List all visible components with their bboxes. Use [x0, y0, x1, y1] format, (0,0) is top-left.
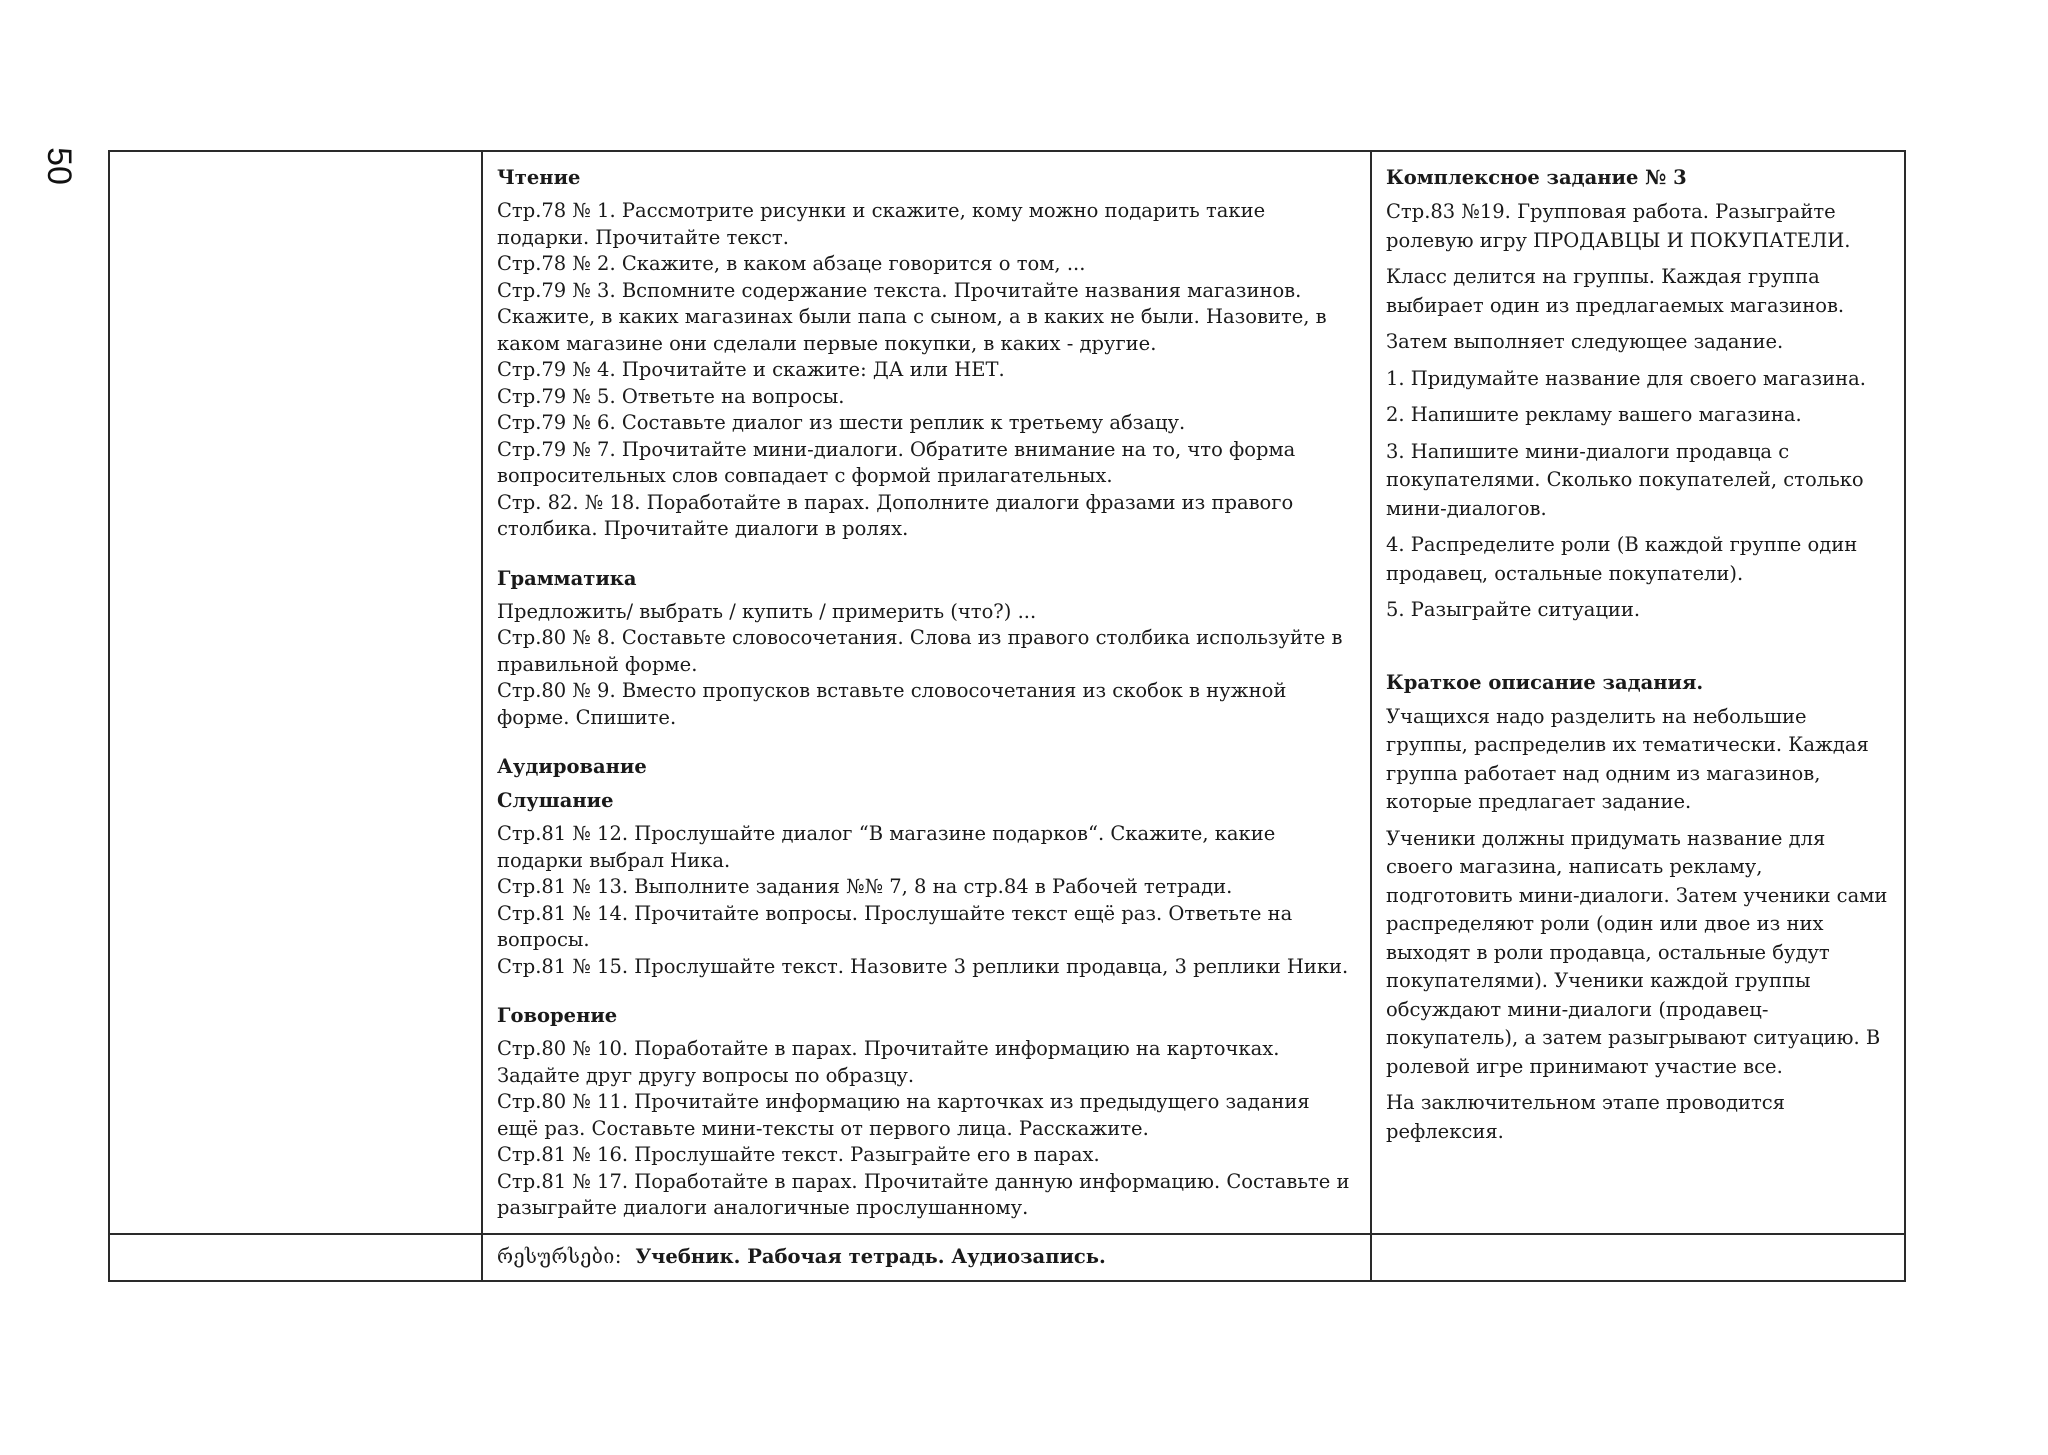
lesson-plan-table [108, 150, 1906, 1282]
task-line: Стр.81 № 15. Прослушайте текст. Назовите 3 реплики продавца, 3 реплики Ники. [497, 954, 1349, 978]
task-line: Стр.78 № 2. Скажите, в каком абзаце говорится о том, ... [497, 252, 1086, 275]
summary-paragraph: Учащихся надо разделить на небольшие группы, распределив их тематически. Каждая группа работает над одним из магазинов, которые предлагает задание. [1386, 704, 1869, 813]
task-line: Стр.79 № 3. Вспомните содержание текста. Прочитайте названия магазинов. Скажите, в каких магазинах были папа с сыном, а в каких не были. Назовите, в каком магазине они сделали первые покупки, в каких - другие. [497, 278, 1327, 355]
task-paragraph: Стр.83 №19. Групповая работа. Разыграйте ролевую игру ПРОДАВЦЫ И ПОКУПАТЕЛИ. [1386, 200, 1851, 252]
section-heading: Грамматика [497, 566, 637, 590]
task-line: Стр.80 № 9. Вместо пропусков вставьте словосочетания из скобок в нужной форме. Спишите. [497, 679, 1287, 729]
task-paragraph: Класс делится на группы. Каждая группа выбирает один из предлагаемых магазинов. [1386, 265, 1845, 317]
empty-left-footer-cell [109, 1234, 482, 1281]
complex-task-cell [1371, 151, 1905, 1234]
section-subheading: Слушание [497, 789, 614, 812]
task-line: Стр.81 № 17. Поработайте в парах. Прочитайте данную информацию. Составьте и разыграйте диалоги аналогичные прослушанному. [497, 1169, 1350, 1219]
task-step: 3. Напишите мини-диалоги продавца с покупателями. Сколько покупателей, столько мини-диалогов. [1386, 439, 1864, 520]
empty-right-footer-cell [1371, 1234, 1905, 1281]
complex-task-heading: Комплексное задание № 3 [1386, 166, 1687, 189]
resources-text: Учебник. Рабочая тетрадь. Аудиозапись. [635, 1245, 1106, 1268]
task-line: Стр.79 № 7. Прочитайте мини-диалоги. Обратите внимание на то, что форма вопросительных слов совпадает с формой прилагательных. [497, 437, 1296, 487]
section-heading: Чтение [497, 166, 581, 189]
task-line: Стр. 82. № 18. Поработайте в парах. Дополните диалоги фразами из правого столбика. Прочитайте диалоги в ролях. [497, 490, 1294, 540]
task-step: 4. Распределите роли (В каждой группе один продавец, остальные покупатели). [1386, 533, 1858, 585]
lesson-content-row [109, 151, 1905, 1234]
task-paragraph: Затем выполняет следующее задание. [1386, 330, 1784, 353]
task-line: Стр.78 № 1. Рассмотрите рисунки и скажите, кому можно подарить такие подарки. Прочитайте текст. [497, 199, 1266, 249]
task-line: Стр.81 № 13. Выполните задания №№ 7, 8 на стр.84 в Рабочей тетради. [497, 875, 1233, 898]
section-speaking [497, 1002, 1356, 1222]
summary-heading: Краткое описание задания. [1386, 670, 1704, 694]
page-number: 50 [40, 147, 78, 185]
resources-row [109, 1234, 1905, 1281]
task-line: Стр.79 № 6. Составьте диалог из шести реплик к третьему абзацу. [497, 411, 1186, 434]
task-step: 5. Разыграйте ситуации. [1386, 598, 1641, 621]
task-line: Стр.80 № 8. Составьте словосочетания. Слова из правого столбика используйте в правильной форме. [497, 626, 1343, 676]
resources-label: რესურსები: [497, 1245, 636, 1268]
task-line: Стр.79 № 5. Ответьте на вопросы. [497, 384, 845, 408]
task-line: Стр.79 № 4. Прочитайте и скажите: ДА или НЕТ. [497, 358, 1005, 381]
empty-left-cell [109, 151, 482, 1234]
task-step: 2. Напишите рекламу вашего магазина. [1386, 403, 1802, 426]
task-step: 1. Придумайте название для своего магазина. [1386, 366, 1866, 390]
section-grammar [497, 565, 1356, 732]
task-line: Стр.81 № 14. Прочитайте вопросы. Прослушайте текст ещё раз. Ответьте на вопросы. [497, 901, 1293, 951]
section-heading: Говорение [497, 1004, 618, 1027]
section-listening [497, 753, 1356, 980]
spacer [1386, 633, 1892, 669]
task-line: Стр.80 № 11. Прочитайте информацию на карточках из предыдущего задания ещё раз. Составьте мини-тексты от первого лица. Расскажите. [497, 1090, 1310, 1140]
summary-paragraph: Ученики должны придумать название для своего магазина, написать рекламу, подготовить мини-диалоги. Затем ученики сами распределяют роли (один или двое из них выходят в роли продавца, остальные будут покупателями). Ученики каждой группы обсуждают мини-диалоги (продавец-покупатель), а затем разыгрывают ситуацию. В ролевой игре принимают участие все. [1386, 826, 1888, 1078]
section-heading: Аудирование [497, 755, 647, 778]
task-line: Стр.81 № 12. Прослушайте диалог “В магазине подарков“. Скажите, какие подарки выбрал Ника. [497, 822, 1276, 872]
task-line: Стр.80 № 10. Поработайте в парах. Прочитайте информацию на карточках. Задайте друг другу вопросы по образцу. [497, 1037, 1280, 1087]
resources-cell [482, 1234, 1371, 1281]
summary-paragraph: На заключительном этапе проводится рефлексия. [1386, 1091, 1785, 1143]
task-line: Предложить/ выбрать / купить / примерить (что?) ... [497, 599, 1037, 623]
task-line: Стр.81 № 16. Прослушайте текст. Разыграйте его в парах. [497, 1143, 1100, 1166]
activities-cell [482, 151, 1371, 1234]
section-reading [497, 164, 1356, 543]
